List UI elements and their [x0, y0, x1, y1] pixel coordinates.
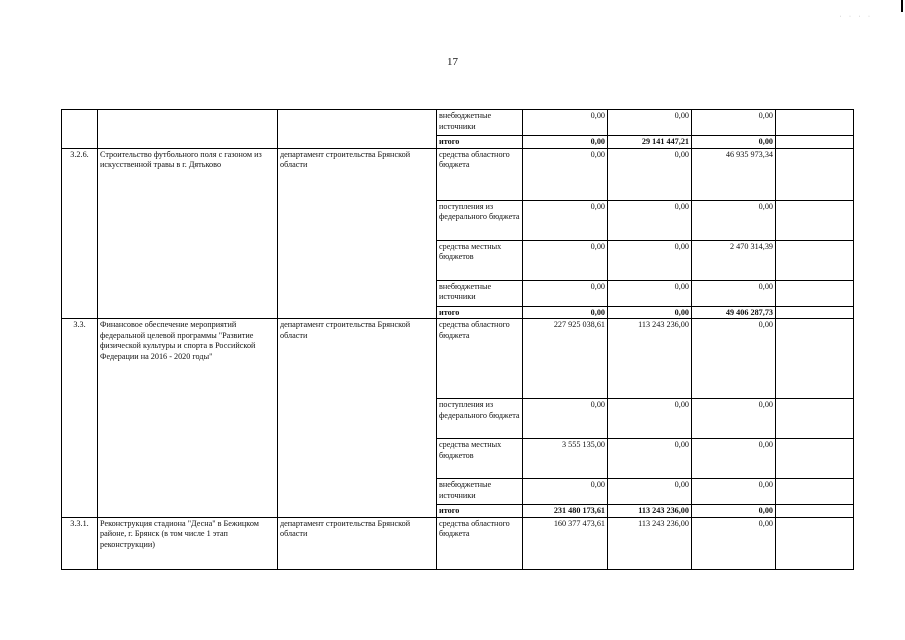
value-2019-cell: 0,00	[608, 240, 692, 280]
table-row	[62, 148, 854, 200]
value-2020-cell: 0,00	[692, 505, 776, 518]
empty-cell	[776, 148, 854, 200]
value-2020-cell: 46 935 973,34	[692, 148, 776, 200]
value-2018-cell: 0,00	[523, 306, 608, 319]
funding-source-cell: средства областного бюджета	[437, 319, 523, 399]
empty-cell	[776, 306, 854, 319]
table-row	[62, 517, 854, 569]
value-2019-cell: 0,00	[608, 148, 692, 200]
funding-source-cell: средства местных бюджетов	[437, 240, 523, 280]
value-2019-cell: 113 243 236,00	[608, 319, 692, 399]
value-2020-cell: 0,00	[692, 110, 776, 136]
value-2018-cell: 0,00	[523, 200, 608, 240]
funding-source-cell: итого	[437, 306, 523, 319]
value-2020-cell: 49 406 287,73	[692, 306, 776, 319]
row-name-cell: Финансовое обеспечение мероприятий федеральной целевой программы "Развитие физической культуры и спорта в Российской Федерации на 2016 - 2020 годы"	[98, 319, 278, 518]
empty-cell	[776, 136, 854, 149]
value-2020-cell: 0,00	[692, 280, 776, 306]
row-department-cell	[278, 110, 437, 149]
value-2019-cell: 0,00	[608, 439, 692, 479]
value-2018-cell: 231 480 173,61	[523, 505, 608, 518]
empty-cell	[776, 517, 854, 569]
value-2019-cell: 0,00	[608, 280, 692, 306]
row-code-cell	[62, 110, 98, 149]
empty-cell	[776, 479, 854, 505]
value-2019-cell: 0,00	[608, 479, 692, 505]
funding-source-cell: средства областного бюджета	[437, 148, 523, 200]
row-code-cell: 3.3.	[62, 319, 98, 518]
value-2019-cell: 113 243 236,00	[608, 505, 692, 518]
value-2019-cell: 113 243 236,00	[608, 517, 692, 569]
value-2020-cell: 0,00	[692, 399, 776, 439]
value-2020-cell: 2 470 314,39	[692, 240, 776, 280]
empty-cell	[776, 110, 854, 136]
funding-source-cell: поступления из федерального бюджета	[437, 200, 523, 240]
empty-cell	[776, 200, 854, 240]
value-2018-cell: 0,00	[523, 110, 608, 136]
row-name-cell: Реконструкция стадиона "Десна" в Бежицком районе, г. Брянск (в том числе 1 этап реконструкции)	[98, 517, 278, 569]
funding-source-cell: поступления из федерального бюджета	[437, 399, 523, 439]
funding-source-cell: итого	[437, 136, 523, 149]
row-code-cell: 3.2.6.	[62, 148, 98, 319]
value-2020-cell: 0,00	[692, 200, 776, 240]
value-2018-cell: 0,00	[523, 399, 608, 439]
row-department-cell: департамент строительства Брянской области	[278, 517, 437, 569]
value-2018-cell: 0,00	[523, 479, 608, 505]
value-2019-cell: 0,00	[608, 200, 692, 240]
row-name-cell: Строительство футбольного поля с газоном из искусственной травы в г. Дятьково	[98, 148, 278, 319]
page-number: 17	[447, 56, 458, 68]
table-row	[62, 110, 854, 136]
value-2018-cell: 0,00	[523, 280, 608, 306]
value-2020-cell: 0,00	[692, 479, 776, 505]
row-department-cell: департамент строительства Брянской области	[278, 319, 437, 518]
funding-source-cell: внебюджетные источники	[437, 280, 523, 306]
value-2018-cell: 160 377 473,61	[523, 517, 608, 569]
funding-source-cell: внебюджетные источники	[437, 110, 523, 136]
value-2018-cell: 227 925 038,61	[523, 319, 608, 399]
value-2020-cell: 0,00	[692, 439, 776, 479]
value-2020-cell: 0,00	[692, 319, 776, 399]
empty-cell	[776, 399, 854, 439]
value-2019-cell: 0,00	[608, 306, 692, 319]
funding-source-cell: средства местных бюджетов	[437, 439, 523, 479]
empty-cell	[776, 280, 854, 306]
table-row	[62, 319, 854, 399]
value-2018-cell: 0,00	[523, 240, 608, 280]
scan-corner-mark	[901, 0, 903, 12]
value-2019-cell: 0,00	[608, 110, 692, 136]
funding-source-cell: средства областного бюджета	[437, 517, 523, 569]
budget-table	[61, 109, 854, 570]
value-2018-cell: 3 555 135,00	[523, 439, 608, 479]
empty-cell	[776, 240, 854, 280]
row-department-cell: департамент строительства Брянской области	[278, 148, 437, 319]
value-2020-cell: 0,00	[692, 136, 776, 149]
funding-source-cell: внебюджетные источники	[437, 479, 523, 505]
value-2019-cell: 29 141 447,21	[608, 136, 692, 149]
value-2018-cell: 0,00	[523, 148, 608, 200]
row-name-cell	[98, 110, 278, 149]
value-2019-cell: 0,00	[608, 399, 692, 439]
empty-cell	[776, 439, 854, 479]
value-2018-cell: 0,00	[523, 136, 608, 149]
value-2020-cell: 0,00	[692, 517, 776, 569]
empty-cell	[776, 319, 854, 399]
funding-source-cell: итого	[437, 505, 523, 518]
row-code-cell: 3.3.1.	[62, 517, 98, 569]
empty-cell	[776, 505, 854, 518]
scan-artifact: · · · ·	[839, 14, 873, 20]
